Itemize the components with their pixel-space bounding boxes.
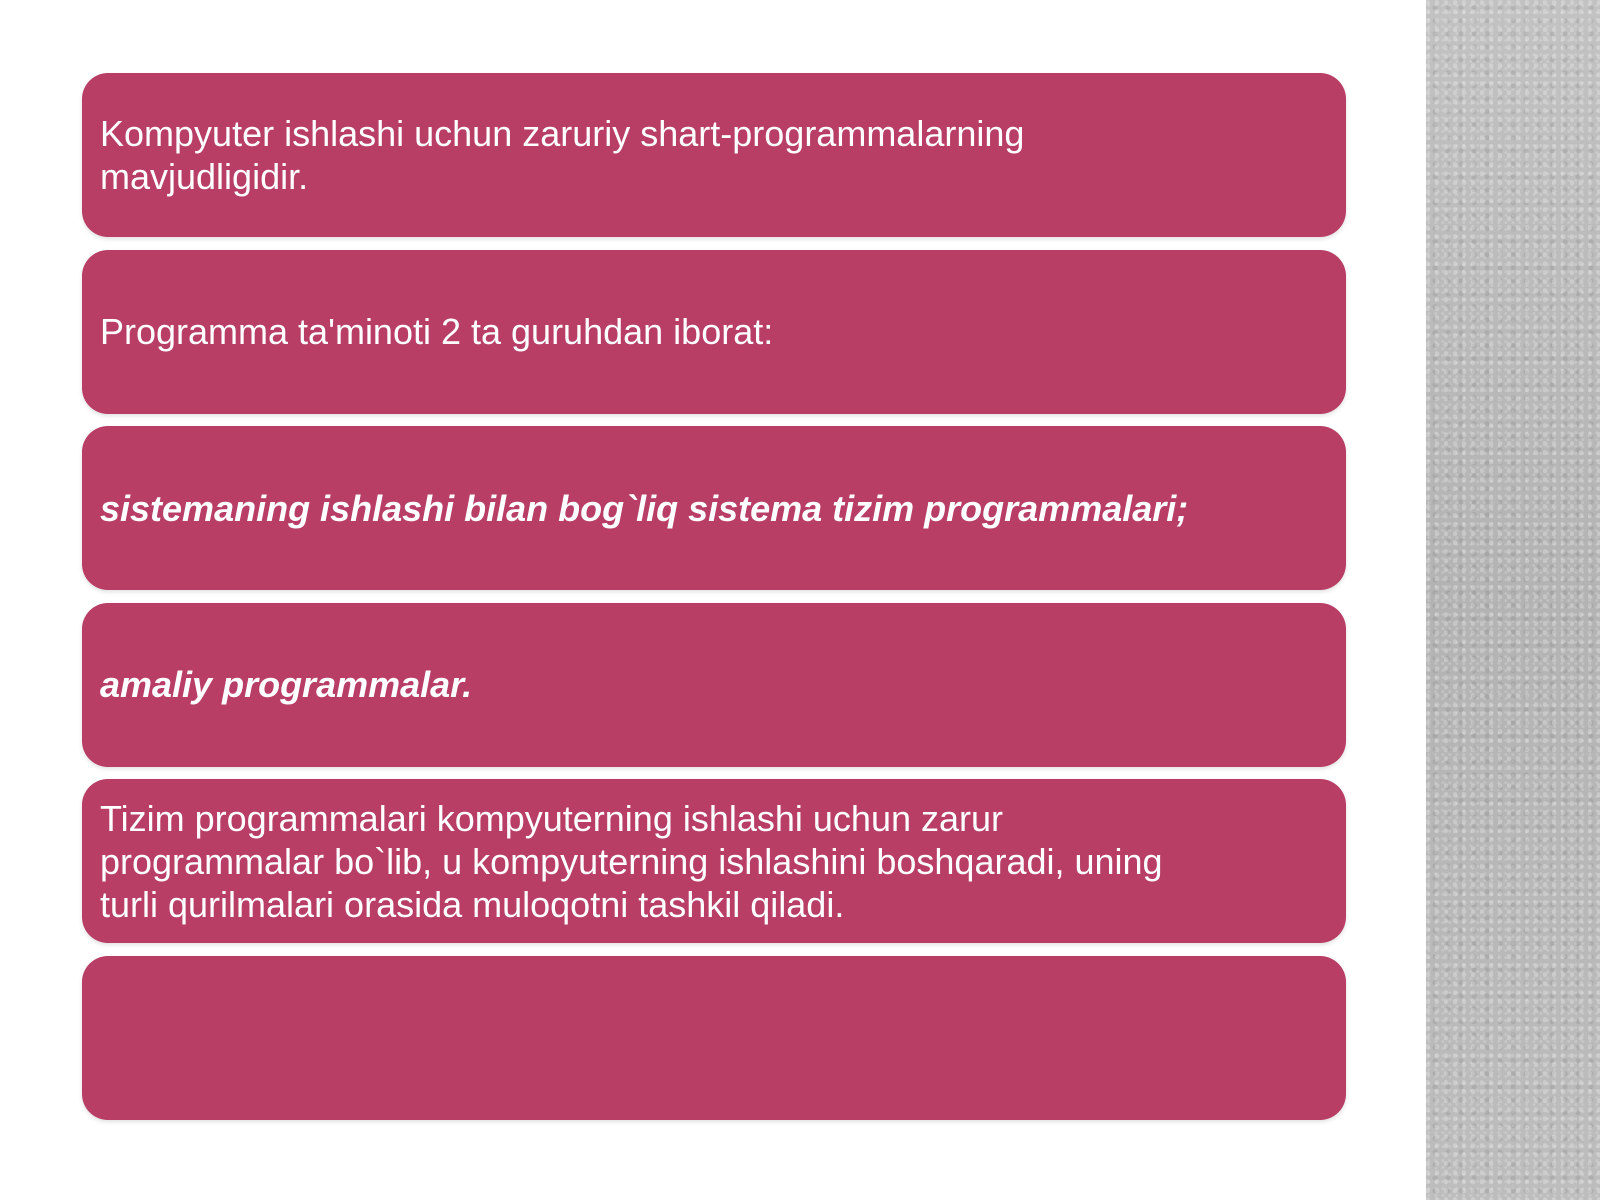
- text-box-3-text: sistemaning ishlashi bilan bog`liq sistema tizim programmalari;: [100, 487, 1189, 529]
- text-box-1: [82, 73, 1346, 237]
- text-box-list: [82, 73, 1346, 1132]
- decorative-side-panel: [1426, 0, 1600, 1200]
- text-box-5-text: Tizim programmalari kompyuterning ishlashi uchun zarur programmalar bo`lib, u kompyuterning ishlashini boshqaradi, uning turli qurilmalari orasida muloqotni tashkil qiladi.: [100, 797, 1163, 925]
- text-box-4: [82, 603, 1346, 767]
- text-box-5: [82, 779, 1346, 943]
- text-box-2-text: Programma ta'minoti 2 ta guruhdan iborat:: [100, 311, 774, 352]
- text-box-4-text: amaliy programmalar.: [100, 664, 473, 705]
- text-box-6-empty: [82, 956, 1346, 1120]
- text-box-1-text: Kompyuter ishlashi uchun zaruriy shart-programmalarning mavjudligidir.: [100, 113, 1025, 197]
- text-box-3: [82, 426, 1346, 590]
- text-box-2: [82, 250, 1346, 414]
